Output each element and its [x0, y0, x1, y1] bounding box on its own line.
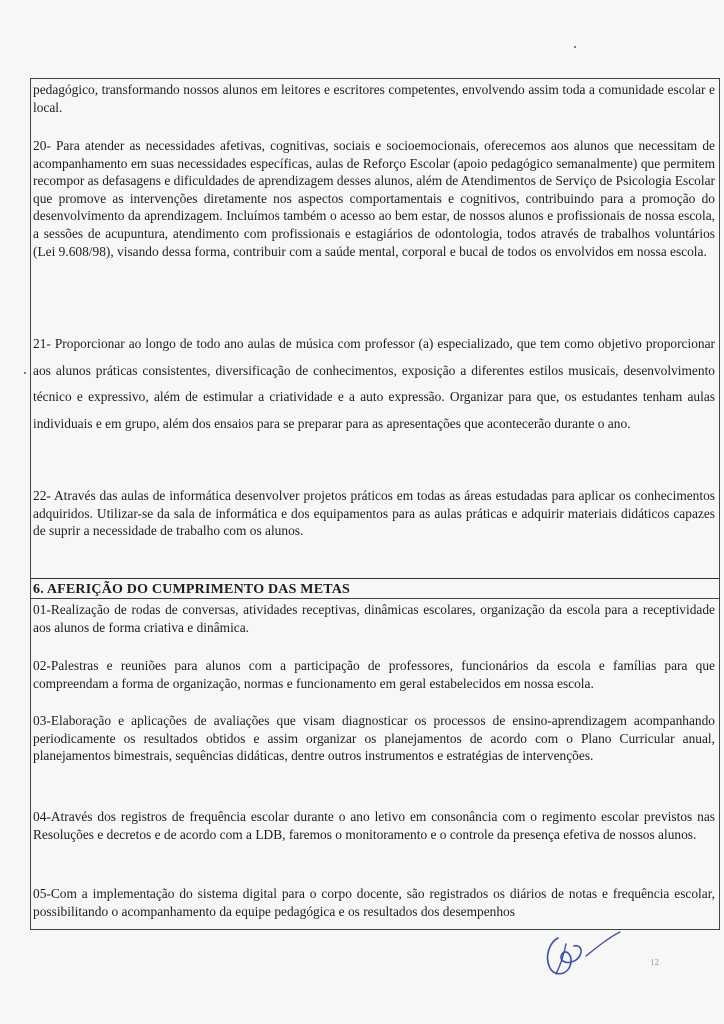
paragraph-item-20: 20- Para atender as necessidades afetivas, cognitivas, sociais e socioemocionais, oferecemos aos alunos que necessitam de acompanhamento em suas necessidades específicas, aulas de Reforço Escolar (apoio pedagógico semanalmente) que permitem recompor as defasagens e dificuldades de aprendizagem desses alunos, além de Atendimentos de Serviço de Psicologia Escolar que promove as intervenções diretamente nos aspectos comportamentais e cognitivos, contribuindo para a promoção do desenvolvimento da aprendizagem. Incluímos também o acesso ao bem estar, de nossos alunos e profissionais de nossa escola, a sessões de acupuntura, atendimento com profissionais e estagiários de odontologia, todos através de trabalhos voluntários (Lei 9.608/98), visando dessa forma, contribuir com a saúde mental, corporal e bucal de todos os envolvidos em nossa escola.: [33, 138, 715, 259]
section-6-title: 6. AFERIÇÃO DO CUMPRIMENTO DAS METAS: [31, 579, 719, 599]
section-6-body: [31, 599, 719, 929]
scan-speck: [24, 372, 26, 374]
metas-item-01: 01-Realização de rodas de conversas, atividades receptivas, dinâmicas escolares, organização da escola para a receptividade aos alunos de forma criativa e dinâmica.: [33, 602, 715, 635]
metas-item-02: 02-Palestras e reuniões para alunos com a participação de professores, funcionários da escola e famílias para que compreendam a forma de organização, normas e funcionamento em geral estabelecidos em nossa escola.: [33, 658, 715, 691]
page-number: 12: [649, 956, 660, 968]
paragraph-item-21: 21- Proporcionar ao longo de todo ano aulas de música com professor (a) especializado, que tem como objetivo proporcionar aos alunos práticas consistentes, diversificação de conhecimentos, exposição a diferentes estilos musicais, desenvolvimento técnico e expressivo, além de estimular a criatividade e a auto expressão. Organizar para que, os estudantes tenham aulas individuais e em grupo, além dos ensaios para se preparar para as apresentações que acontecerão durante o ano.: [33, 336, 715, 431]
metas-item-03: 03-Elaboração e aplicações de avaliações que visam diagnosticar os processos de ensino-aprendizagem acompanhando periodicamente os resultados obtidos e assim organizar os planejamentos de acordo com o Plano Curricular anual, planejamentos bimestrais, sequências didáticas, dentre outros instrumentos e estratégias de intervenções.: [33, 713, 715, 764]
scan-speck: [574, 46, 576, 48]
paragraph-item-22: 22- Através das aulas de informática desenvolver projetos práticos em todas as áreas estudadas para aplicar os conhecimentos adquiridos. Utilizar-se da sala de informática e dos equipamentos para as aulas práticas e adquirir materiais didáticos capazes de suprir a necessidade de trabalho com os alunos.: [33, 488, 715, 539]
goals-section-continued: [31, 79, 719, 579]
document-frame: [30, 78, 720, 930]
paragraph-continuation: pedagógico, transformando nossos alunos em leitores e escritores competentes, envolvendo assim toda a comunidade escolar e local.: [33, 82, 715, 115]
metas-item-04: 04-Através dos registros de frequência escolar durante o ano letivo em consonância com o regimento escolar previstos nas Resoluções e decretos e de acordo com a LDB, faremos o monitoramento e o controle da presença efetiva de nossos alunos.: [33, 809, 715, 842]
metas-item-05: 05-Com a implementação do sistema digital para o corpo docente, são registrados os diários de notas e frequência escolar, possibilitando o acompanhamento da equipe pedagógica e os resultados dos desempenhos: [33, 886, 715, 919]
handwritten-signature: [536, 926, 626, 986]
